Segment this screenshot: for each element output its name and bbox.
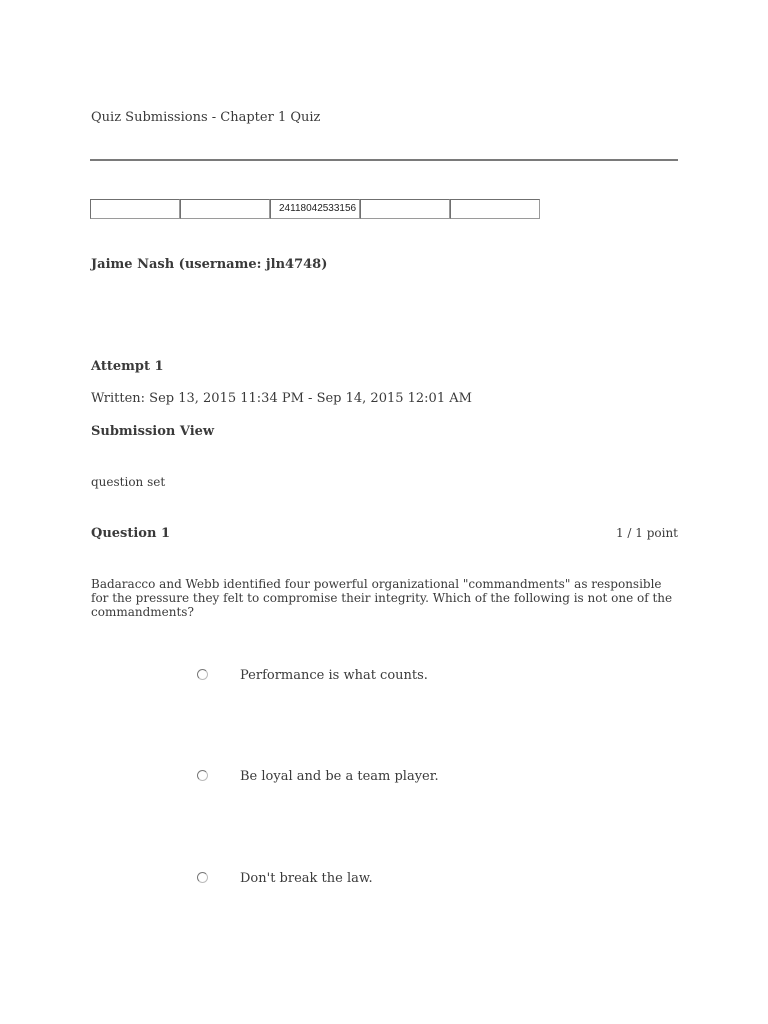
answer-option-label: Don't break the law.: [240, 871, 373, 886]
answer-option-label: Be loyal and be a team player.: [240, 769, 439, 784]
question-set-label: question set: [91, 475, 166, 489]
id-box-2: [180, 199, 270, 219]
user-name: Jaime Nash (username: jln4748): [91, 257, 328, 272]
id-box-4: [360, 199, 450, 219]
question-points: 1 / 1 point: [615, 526, 678, 540]
attempt-heading: Attempt 1: [91, 359, 164, 374]
question-title: Question 1: [91, 526, 171, 541]
question-text: Badaracco and Webb identified four powerful organizational "commandments" as responsible for the pressure they felt to compromise their integrity. Which of the following is not one of the commandments?: [91, 577, 673, 619]
radio-button-icon[interactable]: [197, 669, 208, 680]
id-box-5: [450, 199, 540, 219]
radio-button-icon[interactable]: [197, 770, 208, 781]
page-title: Quiz Submissions - Chapter 1 Quiz: [91, 110, 321, 125]
radio-button-icon[interactable]: [197, 872, 208, 883]
title-divider: [90, 159, 678, 161]
submission-view-heading: Submission View: [91, 424, 215, 439]
id-box-3: 24118042533156: [270, 199, 360, 219]
id-box-1: [90, 199, 180, 219]
attempt-written-time: Written: Sep 13, 2015 11:34 PM - Sep 14, 2015 12:01 AM: [91, 391, 472, 406]
answer-option-label: Performance is what counts.: [240, 668, 428, 683]
